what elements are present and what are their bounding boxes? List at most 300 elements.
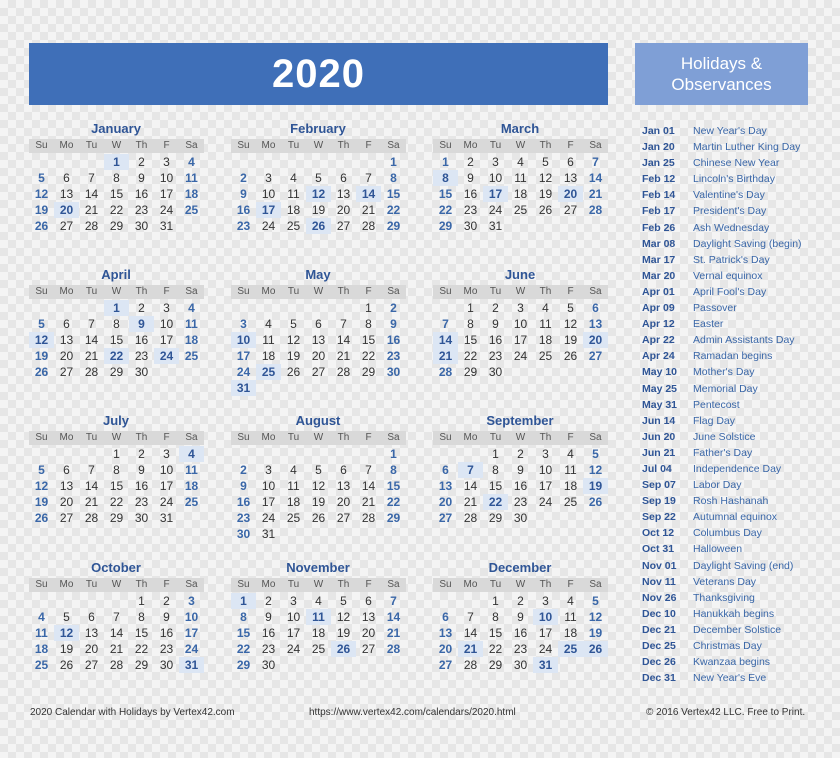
day-cell: 1 [390,155,397,169]
day-cell: 14 [463,626,478,640]
day-cell: 2 [517,594,524,608]
day-cell: 15 [463,333,478,347]
day-cell: 29 [134,658,149,672]
day-cell: 24 [538,642,553,656]
day-cell: 1 [442,155,449,169]
day-cell: 1 [104,300,129,316]
holiday-row [642,220,822,236]
day-cell: 2 [240,463,247,477]
empty-day-cell [54,154,79,170]
day-cell: 29 [438,219,453,233]
empty-day-cell [281,526,306,542]
holiday-name: Lincoln's Birthday [693,173,775,186]
empty-day-cell [79,593,104,609]
day-cell: 14 [84,333,99,347]
empty-day-cell [558,364,583,380]
day-cell: 28 [361,219,376,233]
day-cell: 5 [38,463,45,477]
day-cell: 2 [138,447,145,461]
holiday-name: Veterans Day [693,575,757,588]
month-title: August [295,413,341,428]
day-cell: 28 [386,642,401,656]
day-cell: 23 [488,349,503,363]
weekday-header [29,284,206,300]
day-cell: 11 [287,187,300,201]
day-cell: 24 [513,349,528,363]
day-cell: 11 [306,609,331,625]
weekday-label: Th [331,285,356,299]
weekday-label: Su [29,139,54,153]
day-cell: 8 [113,317,120,331]
empty-day-cell [331,154,356,170]
day-cell: 22 [134,642,149,656]
weekday-label: Th [129,139,154,153]
day-cell: 17 [538,479,553,493]
week-row [29,186,206,202]
day-cell: 11 [539,317,552,331]
holiday-row [642,155,822,171]
day-cell: 4 [567,447,574,461]
day-cell: 17 [159,333,174,347]
day-cell: 10 [538,463,553,477]
week-row [231,300,408,316]
day-cell: 31 [159,511,174,525]
day-cell: 4 [517,155,524,169]
week-row [433,510,610,526]
day-cell: 22 [236,642,251,656]
day-cell: 3 [517,301,524,315]
weekday-label: Mo [458,285,483,299]
month-may [231,266,408,396]
day-cell: 13 [438,626,453,640]
weekday-label: Sa [179,139,204,153]
empty-day-cell [583,218,608,234]
weekday-label: W [104,431,129,445]
day-cell: 21 [433,348,458,364]
weekday-label: W [508,431,533,445]
day-cell: 7 [365,463,372,477]
empty-day-cell [558,657,583,673]
month-title: July [102,413,129,428]
day-cell: 9 [265,610,272,624]
weekday-label: F [154,285,179,299]
weekday-label: W [306,285,331,299]
empty-day-cell [29,593,54,609]
day-cell: 30 [134,511,149,525]
day-cell: 11 [287,479,300,493]
day-cell: 16 [386,333,401,347]
day-cell: 16 [261,626,276,640]
weekday-label: F [356,139,381,153]
weekday-label: Su [29,578,54,592]
holiday-date: Apr 01 [642,285,675,298]
day-cell: 30 [159,658,174,672]
weekday-label: Su [231,431,256,445]
day-cell: 20 [438,642,453,656]
day-cell: 30 [488,365,503,379]
day-cell: 22 [361,349,376,363]
day-cell: 28 [84,219,99,233]
day-cell: 15 [386,187,401,201]
day-cell: 9 [517,610,524,624]
holiday-row [642,252,822,268]
day-cell: 20 [311,349,326,363]
week-row [433,202,610,218]
weekday-label: Sa [381,285,406,299]
holiday-row [642,461,822,477]
weekday-label: Tu [79,578,104,592]
day-cell: 19 [538,187,553,201]
week-row [29,364,206,380]
week-row [433,462,610,478]
empty-day-cell [356,657,381,673]
holiday-date: Dec 26 [642,656,676,669]
holiday-row [642,381,822,397]
holiday-date: Sep 07 [642,479,676,492]
day-cell: 5 [340,594,347,608]
day-cell: 8 [433,170,458,186]
year-title: 2020 [29,43,608,105]
holiday-row [642,590,822,606]
day-cell: 11 [185,463,198,477]
day-cell: 18 [311,626,326,640]
weekday-label: Tu [79,431,104,445]
holiday-row [642,397,822,413]
empty-day-cell [306,380,331,396]
day-cell: 13 [361,610,376,624]
day-cell: 8 [492,610,499,624]
day-cell: 8 [390,463,397,477]
day-cell: 5 [315,463,322,477]
weekday-label: W [508,139,533,153]
footer-url[interactable]: https://www.vertex42.com/calendars/2020.html [309,707,516,718]
holiday-row [642,477,822,493]
holiday-name: Martin Luther King Day [693,141,801,154]
holiday-row [642,332,822,348]
weekday-label: Mo [54,139,79,153]
holiday-row [642,558,822,574]
day-cell: 2 [163,594,170,608]
week-row [231,657,408,673]
day-cell: 27 [588,349,603,363]
day-cell: 13 [336,187,351,201]
holiday-row [642,171,822,187]
day-cell: 10 [513,317,528,331]
day-cell: 15 [109,187,124,201]
empty-day-cell [356,380,381,396]
day-cell: 2 [138,301,145,315]
weekday-label: Mo [256,285,281,299]
day-cell: 1 [390,447,397,461]
day-cell: 25 [311,642,326,656]
weekday-label: Th [129,578,154,592]
week-row [433,170,610,186]
day-cell: 6 [567,155,574,169]
holiday-date: Apr 22 [642,334,675,347]
weekday-label: Th [533,431,558,445]
day-cell: 3 [240,317,247,331]
holiday-date: Feb 26 [642,221,676,234]
week-row [29,510,206,526]
weekday-label: Sa [179,285,204,299]
day-cell: 18 [261,349,276,363]
day-cell: 21 [109,642,124,656]
day-cell: 26 [588,495,603,509]
day-cell: 23 [134,203,149,217]
holiday-name: Hanukkah begins [693,607,775,620]
week-row [231,332,408,348]
day-cell: 16 [134,479,149,493]
day-cell: 11 [35,626,48,640]
week-row [231,380,408,396]
month-title: January [91,121,141,136]
month-september [433,412,610,526]
day-cell: 20 [59,495,74,509]
day-cell: 3 [492,155,499,169]
empty-day-cell [231,300,256,316]
day-cell: 12 [311,479,326,493]
weekday-label: W [306,578,331,592]
empty-day-cell [533,510,558,526]
day-cell: 7 [88,463,95,477]
week-row [433,364,610,380]
empty-day-cell [381,380,406,396]
day-cell: 10 [231,332,256,348]
holiday-date: Mar 17 [642,253,676,266]
day-cell: 30 [134,365,149,379]
day-cell: 25 [558,641,583,657]
holiday-row [642,525,822,541]
weekday-label: Su [433,139,458,153]
day-cell: 19 [311,203,326,217]
week-row [231,593,408,609]
day-cell: 14 [356,186,381,202]
day-cell: 16 [236,495,251,509]
month-april [29,266,206,380]
day-cell: 15 [488,626,503,640]
day-cell: 7 [592,155,599,169]
day-cell: 29 [488,658,503,672]
weekday-label: W [104,139,129,153]
week-row [29,170,206,186]
day-cell: 2 [265,594,272,608]
week-row [433,446,610,462]
day-cell: 7 [390,594,397,608]
holiday-name: Christmas Day [693,640,762,652]
day-cell: 16 [513,626,528,640]
day-cell: 19 [34,203,49,217]
day-cell: 26 [311,511,326,525]
day-cell: 20 [583,332,608,348]
empty-day-cell [281,300,306,316]
day-cell: 8 [467,317,474,331]
empty-day-cell [54,593,79,609]
holiday-name: Mother's Day [693,366,755,379]
weekday-header [29,430,206,446]
day-cell: 10 [184,610,199,624]
weekday-header [433,430,610,446]
day-cell: 5 [592,594,599,608]
weekday-label: Su [231,285,256,299]
week-row [29,446,206,462]
holiday-name: Ash Wednesday [693,221,770,234]
holidays-header: Holidays & Observances [635,43,808,105]
day-cell: 15 [236,626,251,640]
empty-day-cell [381,657,406,673]
day-cell: 18 [184,333,199,347]
weekday-label: W [306,139,331,153]
day-cell: 4 [188,301,195,315]
day-cell: 27 [438,511,453,525]
empty-day-cell [583,510,608,526]
month-title: June [504,267,536,282]
day-cell: 20 [54,202,79,218]
day-cell: 19 [34,349,49,363]
holiday-name: President's Day [693,205,767,218]
day-cell: 21 [361,203,376,217]
empty-day-cell [281,380,306,396]
day-cell: 30 [134,219,149,233]
holiday-name: Easter [693,318,724,331]
day-cell: 21 [84,203,99,217]
day-cell: 22 [438,203,453,217]
day-cell: 31 [159,219,174,233]
day-cell: 10 [261,479,276,493]
day-cell: 17 [286,626,301,640]
holiday-date: Jan 20 [642,141,675,154]
day-cell: 22 [386,495,401,509]
holiday-name: Chinese New Year [693,157,780,170]
week-row [29,478,206,494]
day-cell: 27 [59,219,74,233]
holiday-row [642,509,822,525]
weekday-label: Su [29,285,54,299]
day-cell: 10 [286,610,301,624]
day-cell: 27 [59,511,74,525]
holiday-name: Daylight Saving (end) [693,559,794,572]
day-cell: 16 [488,333,503,347]
day-cell: 18 [184,187,199,201]
month-title: April [101,267,131,282]
empty-day-cell [281,657,306,673]
weekday-label: F [558,285,583,299]
day-cell: 21 [458,641,483,657]
day-cell: 29 [236,658,251,672]
weekday-label: Su [231,578,256,592]
day-cell: 15 [438,187,453,201]
holiday-date: Dec 31 [642,672,676,685]
day-cell: 22 [109,203,124,217]
day-cell: 1 [231,593,256,609]
day-cell: 4 [38,610,45,624]
weekday-label: F [558,431,583,445]
week-row [433,478,610,494]
day-cell: 10 [261,187,276,201]
day-cell: 18 [34,642,49,656]
day-cell: 14 [433,332,458,348]
day-cell: 25 [563,495,578,509]
day-cell: 19 [34,495,49,509]
day-cell: 19 [311,495,326,509]
day-cell: 1 [113,447,120,461]
day-cell: 5 [63,610,70,624]
empty-day-cell [356,154,381,170]
empty-day-cell [331,446,356,462]
day-cell: 17 [256,202,281,218]
holiday-row [642,574,822,590]
day-cell: 13 [84,626,99,640]
week-row [433,348,610,364]
month-title: May [305,267,331,282]
day-cell: 25 [34,658,49,672]
day-cell: 24 [154,348,179,364]
empty-day-cell [433,446,458,462]
empty-day-cell [583,364,608,380]
weekday-label: Tu [79,139,104,153]
holiday-list [642,123,822,686]
empty-day-cell [306,300,331,316]
holiday-name: Pentecost [693,398,740,411]
day-cell: 13 [59,479,74,493]
day-cell: 21 [386,626,401,640]
empty-day-cell [29,300,54,316]
day-cell: 17 [538,626,553,640]
weekday-label: Tu [281,285,306,299]
weekday-header [231,138,408,154]
holiday-date: Apr 24 [642,350,675,363]
week-row [29,202,206,218]
holiday-row [642,123,822,139]
day-cell: 13 [59,333,74,347]
day-cell: 1 [492,594,499,608]
month-title: September [486,413,554,428]
day-cell: 6 [592,301,599,315]
day-cell: 18 [538,333,553,347]
day-cell: 16 [463,187,478,201]
holiday-date: Sep 19 [642,495,676,508]
empty-day-cell [381,526,406,542]
day-cell: 9 [240,479,247,493]
day-cell: 22 [463,349,478,363]
week-row [231,462,408,478]
weekday-label: F [558,578,583,592]
holiday-date: Feb 17 [642,205,676,218]
day-cell: 28 [588,203,603,217]
weekday-label: F [154,431,179,445]
day-cell: 24 [286,642,301,656]
day-cell: 20 [361,626,376,640]
day-cell: 13 [59,187,74,201]
weekday-label: Mo [256,139,281,153]
day-cell: 23 [236,511,251,525]
day-cell: 1 [492,447,499,461]
weekday-header [433,284,610,300]
empty-day-cell [104,593,129,609]
day-cell: 30 [463,219,478,233]
holiday-name: Kwanzaa begins [693,656,771,669]
week-row [29,300,206,316]
holiday-name: Ramadan begins [693,350,773,363]
day-cell: 5 [542,155,549,169]
weekday-header [29,577,206,593]
day-cell: 22 [488,642,503,656]
empty-day-cell [281,154,306,170]
day-cell: 10 [159,463,174,477]
holiday-name: Father's Day [693,446,753,459]
day-cell: 17 [184,626,199,640]
day-cell: 12 [29,332,54,348]
weekday-label: Mo [54,578,79,592]
